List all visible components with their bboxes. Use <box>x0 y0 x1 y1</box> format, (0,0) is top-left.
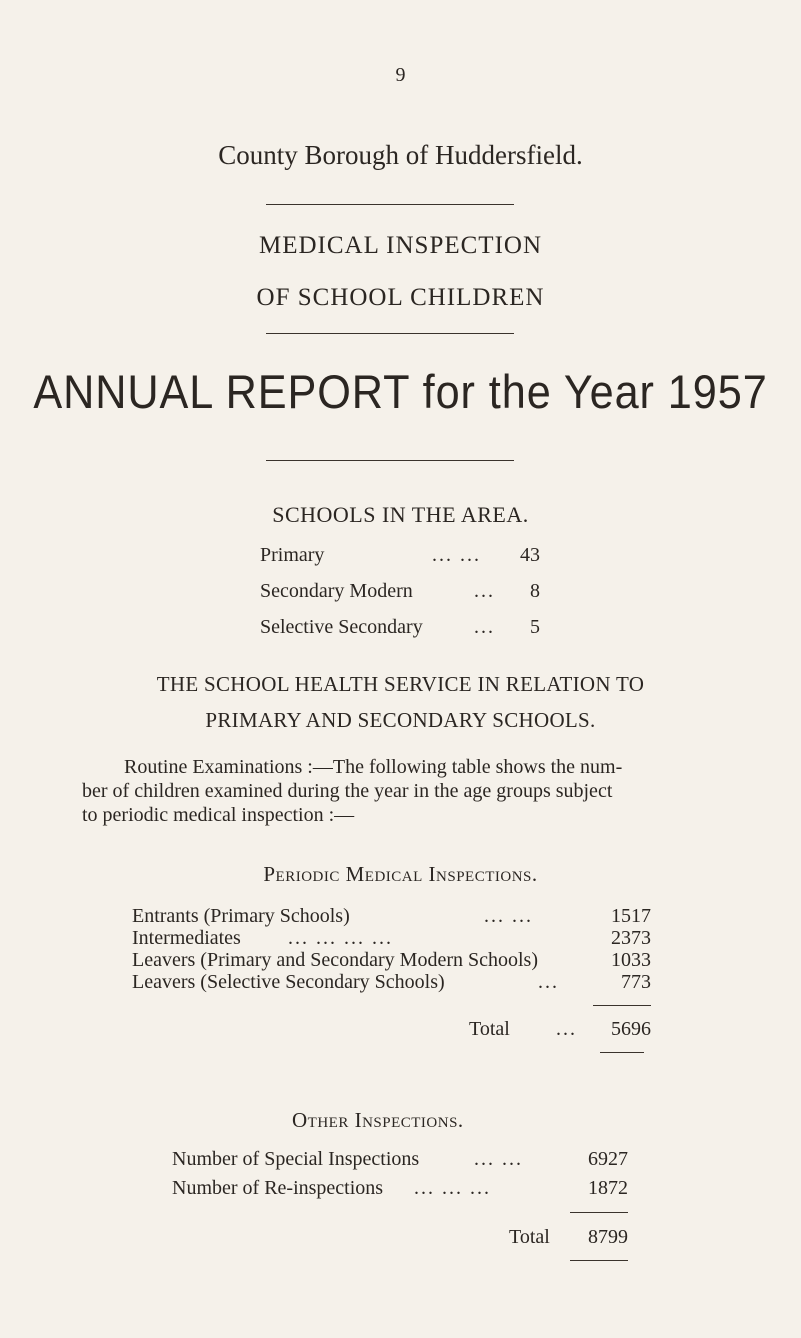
other-heading: Other Inspections. <box>292 1108 464 1132</box>
total-value: 8799 <box>588 1226 628 1248</box>
leader-dots: ... <box>474 616 495 638</box>
inspection-label: Intermediates <box>132 927 241 949</box>
sum-rule <box>593 1005 651 1006</box>
annual-report-banner: ANNUAL REPORT for the Year 1957 <box>33 365 768 418</box>
borough-title: County Borough of Huddersfield. <box>218 140 583 170</box>
leader-dots: ... ... <box>484 905 533 927</box>
paragraph-line: to periodic medical inspection :— <box>82 804 355 826</box>
periodic-heading: Periodic Medical Inspections. <box>263 862 538 886</box>
total-value: 5696 <box>611 1018 651 1040</box>
inspection-label: Number of Re-inspections <box>172 1177 384 1199</box>
schools-heading: SCHOOLS IN THE AREA. <box>272 502 529 527</box>
title-line-2: OF SCHOOL CHILDREN <box>256 284 545 311</box>
school-label: Secondary Modern <box>260 580 413 602</box>
leader-dots: ... <box>556 1018 577 1040</box>
page-number: 9 <box>395 64 406 86</box>
paragraph-line: ber of children examined during the year in the age groups subject <box>82 780 613 802</box>
school-label: Primary <box>260 544 325 566</box>
service-heading-line-2: PRIMARY AND SECONDARY SCHOOLS. <box>205 708 596 732</box>
school-count: 8 <box>530 580 540 602</box>
inspection-label: Entrants (Primary Schools) <box>132 905 350 927</box>
inspection-count: 6927 <box>588 1148 628 1170</box>
sum-rule <box>600 1052 644 1053</box>
inspection-count: 2373 <box>611 927 651 949</box>
leader-dots: ... ... <box>474 1148 523 1170</box>
leader-dots: ... <box>474 580 495 602</box>
inspection-count: 773 <box>621 971 651 993</box>
divider <box>266 333 514 334</box>
leader-dots: ... ... ... <box>414 1177 491 1199</box>
service-heading-line-1: THE SCHOOL HEALTH SERVICE IN RELATION TO <box>156 672 645 696</box>
sum-rule <box>570 1212 628 1213</box>
leader-dots: ... ... ... ... <box>288 927 393 949</box>
inspection-label: Leavers (Selective Secondary Schools) <box>132 971 445 993</box>
total-label: Total <box>509 1226 550 1248</box>
school-label: Selective Secondary <box>260 616 423 638</box>
leader-dots: ... ... <box>432 544 481 566</box>
school-count: 5 <box>530 616 540 638</box>
total-label: Total <box>469 1018 510 1040</box>
title-line-1: MEDICAL INSPECTION <box>258 232 543 259</box>
inspection-label: Leavers (Primary and Secondary Modern Schools) <box>132 949 538 971</box>
paragraph-line: Routine Examinations :—The following table shows the num- <box>124 756 623 778</box>
inspection-count: 1517 <box>611 905 651 927</box>
inspection-count: 1872 <box>588 1177 628 1199</box>
school-count: 43 <box>520 544 540 566</box>
leader-dots: ... <box>538 971 559 993</box>
divider <box>266 204 514 205</box>
sum-rule <box>570 1260 628 1261</box>
inspection-count: 1033 <box>611 949 651 971</box>
inspection-label: Number of Special Inspections <box>172 1148 420 1170</box>
divider <box>266 460 514 461</box>
